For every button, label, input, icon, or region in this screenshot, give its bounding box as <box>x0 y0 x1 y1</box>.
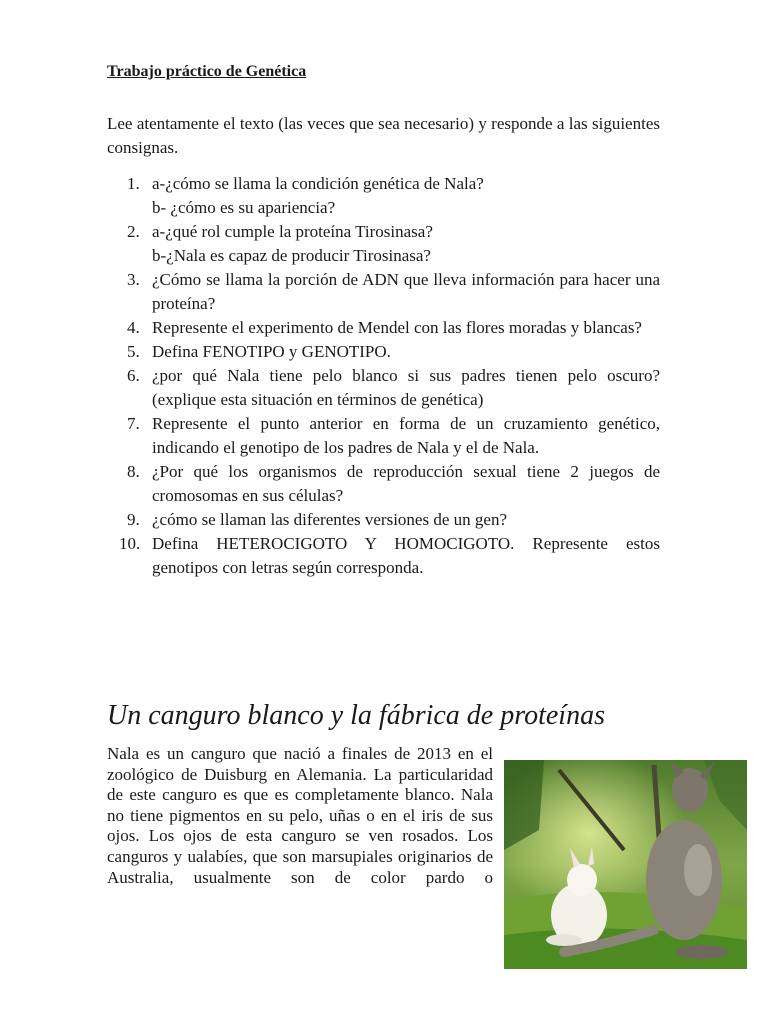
question-item <box>107 268 660 316</box>
question-text: a-¿qué rol cumple la proteína Tirosinasa? <box>152 222 433 241</box>
question-text: Represente el experimento de Mendel con las flores moradas y blancas? <box>152 318 642 337</box>
question-number: 4. <box>127 318 140 337</box>
kangaroo-photo <box>504 760 747 969</box>
article-heading: Un canguro blanco y la fábrica de proteínas <box>107 700 605 731</box>
question-number: 8. <box>127 462 140 481</box>
question-list <box>107 172 660 580</box>
question-text: a-¿cómo se llama la condición genética de Nala? <box>152 174 484 193</box>
question-item <box>107 508 660 532</box>
question-text: b-¿Nala es capaz de producir Tirosinasa? <box>152 246 431 265</box>
question-item <box>107 460 660 508</box>
question-text: Defina HETEROCIGOTO Y HOMOCIGOTO. Represente estos genotipos con letras según corresponda. <box>152 534 660 577</box>
question-item <box>107 172 660 220</box>
question-text: ¿Cómo se llama la porción de ADN que lleva información para hacer una proteína? <box>152 270 660 313</box>
question-text: ¿cómo se llaman las diferentes versiones de un gen? <box>152 510 507 529</box>
intro-paragraph: Lee atentamente el texto (las veces que sea necesario) y responde a las siguientes consignas. <box>107 114 660 157</box>
document-title: Trabajo práctico de Genética <box>107 63 307 80</box>
question-number: 3. <box>127 270 140 289</box>
question-number: 10. <box>119 534 141 553</box>
question-item <box>107 364 660 412</box>
question-text: ¿por qué Nala tiene pelo blanco si sus padres tienen pelo oscuro? (explique esta situación en términos de genética) <box>152 366 660 409</box>
question-text: Represente el punto anterior en forma de un cruzamiento genético, indicando el genotipo de los padres de Nala y el de Nala. <box>152 414 660 457</box>
question-number: 1. <box>127 174 140 193</box>
question-item <box>107 316 660 340</box>
article-paragraph: Nala es un canguro que nació a finales de 2013 en el zoológico de Duisburg en Alemania. La particularidad de este canguro es que es completamente blanco. Nala no tiene pigmentos en su pelo, uñas o en el iris de sus ojos. Los ojos de esta canguro se ven rosados. Los canguros y ualabíes, que son marsupiales originarios de Australia, usualmente son de color pardo o <box>107 744 493 887</box>
question-number: 5. <box>127 342 140 361</box>
question-number: 6. <box>127 366 140 385</box>
question-item <box>107 340 660 364</box>
question-number: 2. <box>127 222 140 241</box>
question-text: ¿Por qué los organismos de reproducción sexual tiene 2 juegos de cromosomas en sus células? <box>152 462 660 505</box>
question-text: b- ¿cómo es su apariencia? <box>152 198 336 217</box>
question-item <box>107 532 660 580</box>
question-number: 9. <box>127 510 140 529</box>
question-text: Defina FENOTIPO y GENOTIPO. <box>152 342 391 361</box>
question-number: 7. <box>127 414 140 433</box>
question-item <box>107 220 660 268</box>
question-item <box>107 412 660 460</box>
